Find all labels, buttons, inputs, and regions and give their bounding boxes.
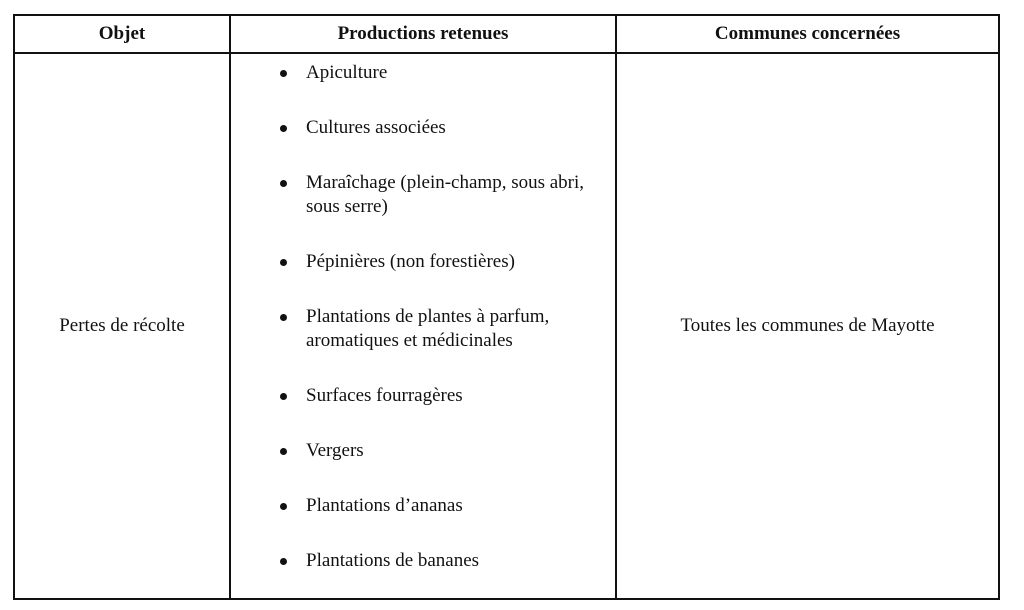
list-item-text: Maraîchage (plein-champ, sous abri, sous serre) bbox=[306, 172, 585, 217]
productions-list bbox=[231, 61, 615, 573]
list-item bbox=[231, 116, 615, 140]
list-item-text: Cultures associées bbox=[306, 117, 446, 138]
list-item bbox=[231, 61, 615, 85]
list-item bbox=[231, 494, 615, 518]
header-communes: Communes concernées bbox=[616, 15, 999, 53]
bullet-icon bbox=[280, 180, 287, 187]
bullet-icon bbox=[280, 125, 287, 132]
list-item-text: Plantations de bananes bbox=[306, 550, 480, 571]
header-productions: Productions retenues bbox=[230, 15, 616, 53]
list-item-text: Apiculture bbox=[306, 62, 388, 83]
cell-objet: Pertes de récolte bbox=[14, 53, 230, 599]
list-item-text: Plantations d’ananas bbox=[306, 495, 463, 516]
bullet-icon bbox=[280, 393, 287, 400]
bullet-icon bbox=[280, 314, 287, 321]
list-item-text: Pépinières (non forestières) bbox=[306, 251, 515, 272]
list-item bbox=[231, 171, 615, 219]
header-row bbox=[14, 15, 999, 53]
list-item bbox=[231, 384, 615, 408]
list-item bbox=[231, 439, 615, 463]
bullet-icon bbox=[280, 558, 287, 565]
table-row bbox=[14, 53, 999, 599]
list-item bbox=[231, 250, 615, 274]
cell-communes: Toutes les communes de Mayotte bbox=[616, 53, 999, 599]
bullet-icon bbox=[280, 259, 287, 266]
list-item bbox=[231, 305, 615, 353]
list-item-text: Plantations de plantes à parfum, aromatiques et médicinales bbox=[306, 306, 550, 351]
list-item-text: Surfaces fourragères bbox=[306, 385, 463, 406]
bullet-icon bbox=[280, 70, 287, 77]
cell-productions bbox=[230, 53, 616, 599]
productions-table bbox=[13, 14, 1000, 600]
list-item bbox=[231, 549, 615, 573]
list-item-text: Vergers bbox=[306, 440, 364, 461]
header-objet: Objet bbox=[14, 15, 230, 53]
bullet-icon bbox=[280, 503, 287, 510]
bullet-icon bbox=[280, 448, 287, 455]
